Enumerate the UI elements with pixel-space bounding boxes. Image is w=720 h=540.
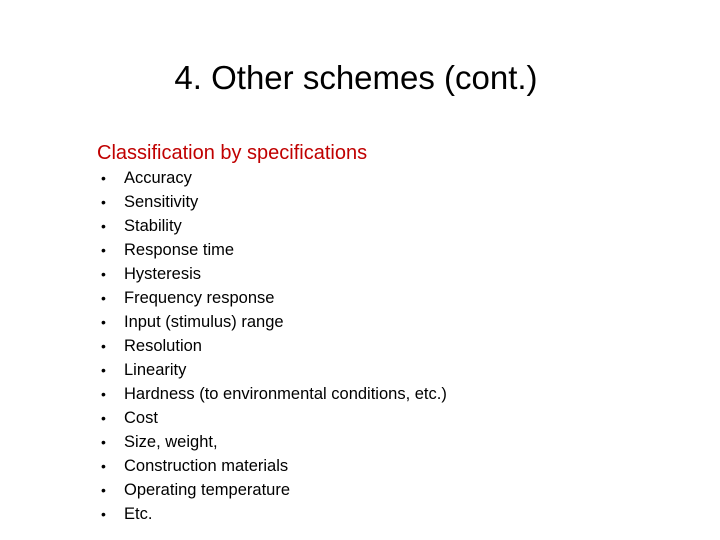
bullet-icon: •	[101, 314, 106, 330]
bullet-icon: •	[101, 218, 106, 234]
list-item-text: Frequency response	[124, 289, 275, 307]
list-item-text: Construction materials	[124, 457, 289, 475]
section-heading: Classification by specifications	[97, 142, 368, 164]
list-item-text: Linearity	[124, 361, 187, 379]
bullet-icon: •	[101, 194, 106, 210]
bullet-icon: •	[101, 482, 106, 498]
bullet-icon: •	[101, 434, 106, 450]
list-item-text: Input (stimulus) range	[124, 313, 284, 331]
list-item-text: Size, weight,	[124, 433, 218, 451]
list-item-text: Sensitivity	[124, 193, 199, 211]
bullet-icon: •	[101, 338, 106, 354]
list-item-text: Hysteresis	[124, 265, 202, 283]
bullet-icon: •	[101, 362, 106, 378]
list-item-text: Cost	[124, 409, 158, 427]
list-item-text: Stability	[124, 217, 182, 235]
list-item-text: Resolution	[124, 337, 202, 355]
bullet-icon: •	[101, 386, 106, 402]
bullet-icon: •	[101, 410, 106, 426]
bullet-icon: •	[101, 170, 106, 186]
list-item-text: Hardness (to environmental conditions, etc.)	[124, 385, 447, 403]
bullet-icon: •	[101, 266, 106, 282]
list-item-text: Operating temperature	[124, 481, 291, 499]
list-item-text: Response time	[124, 241, 235, 259]
bullet-icon: •	[101, 506, 106, 522]
list-item-text: Etc.	[124, 505, 153, 523]
bullet-icon: •	[101, 458, 106, 474]
list-item-text: Accuracy	[124, 169, 192, 187]
slide-title: 4. Other schemes (cont.)	[174, 59, 538, 96]
bullet-icon: •	[101, 290, 106, 306]
bullet-icon: •	[101, 242, 106, 258]
